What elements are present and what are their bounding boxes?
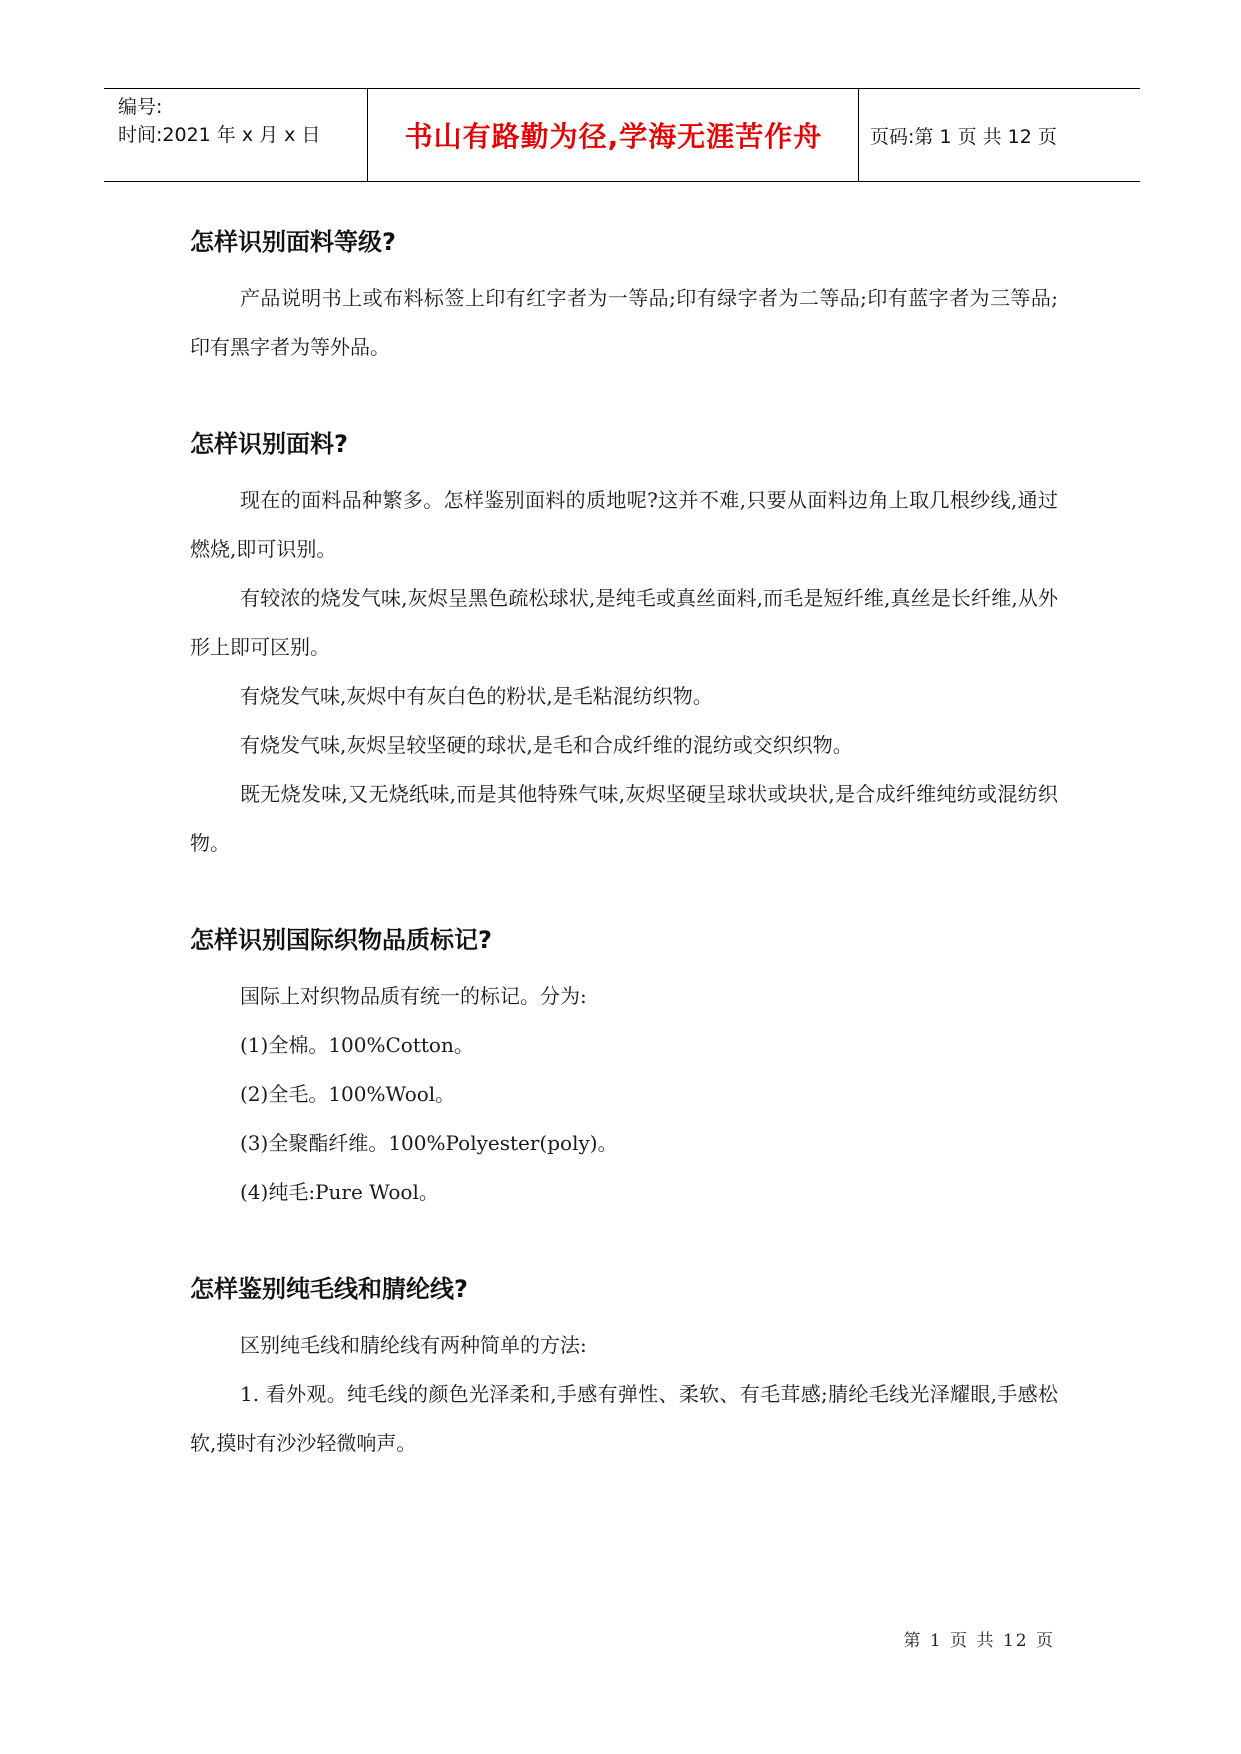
document-time-label: 时间:2021 年 x 月 x 日 (118, 124, 321, 146)
list-item: (4)纯毛:Pure Wool。 (240, 1180, 439, 1204)
section-title: 怎样识别面料等级? (190, 228, 396, 256)
list-item: (2)全毛。100%Wool。 (240, 1082, 456, 1106)
document-number-label: 编号: (118, 96, 163, 118)
section-title: 怎样鉴别纯毛线和腈纶线? (190, 1275, 468, 1303)
header-motto: 书山有路勤为径,学海无涯苦作舟 (404, 120, 823, 153)
section-quality-marks (190, 920, 1058, 1217)
header-meta (118, 93, 320, 149)
page-header (104, 88, 1140, 182)
page-footer: 第 1 页 共 12 页 (903, 1631, 1055, 1651)
header-divider-right (858, 89, 859, 181)
header-divider-left (367, 89, 368, 181)
section-fabric-grade (190, 222, 1058, 372)
paragraph: 既无烧发味,又无烧纸味,而是其他特殊气味,灰烬坚硬呈球状或块状,是合成纤维纯纺或混纺织物。 (190, 782, 1058, 855)
paragraph: 有烧发气味,灰烬呈较坚硬的球状,是毛和合成纤维的混纺或交织织物。 (240, 733, 853, 757)
paragraph: 现在的面料品种繁多。怎样鉴别面料的质地呢?这并不难,只要从面料边角上取几根纱线,通过燃烧,即可识别。 (190, 488, 1058, 561)
paragraph: 国际上对织物品质有统一的标记。分为: (240, 984, 587, 1008)
section-title: 怎样识别国际织物品质标记? (190, 926, 492, 954)
header-page-info: 页码:第 1 页 共 12 页 (870, 125, 1057, 148)
section-title: 怎样识别面料? (190, 430, 348, 458)
paragraph: 有较浓的烧发气味,灰烬呈黑色疏松球状,是纯毛或真丝面料,而毛是短纤维,真丝是长纤维,从外形上即可区别。 (190, 586, 1058, 659)
paragraph: 有烧发气味,灰烬中有灰白色的粉状,是毛粘混纺织物。 (240, 684, 713, 708)
paragraph: 产品说明书上或布料标签上印有红字者为一等品;印有绿字者为二等品;印有蓝字者为三等品;印有黑字者为等外品。 (190, 286, 1058, 359)
paragraph: 1. 看外观。纯毛线的颜色光泽柔和,手感有弹性、柔软、有毛茸感;腈纶毛线光泽耀眼,手感松软,摸时有沙沙轻微响声。 (190, 1382, 1058, 1455)
section-fabric-identification (190, 424, 1058, 868)
section-wool-vs-acrylic (190, 1269, 1058, 1468)
paragraph: 区别纯毛线和腈纶线有两种简单的方法: (240, 1333, 587, 1357)
document-body (190, 222, 1058, 1520)
list-item: (3)全聚酯纤维。100%Polyester(poly)。 (240, 1131, 618, 1155)
list-item: (1)全棉。100%Cotton。 (240, 1033, 474, 1057)
